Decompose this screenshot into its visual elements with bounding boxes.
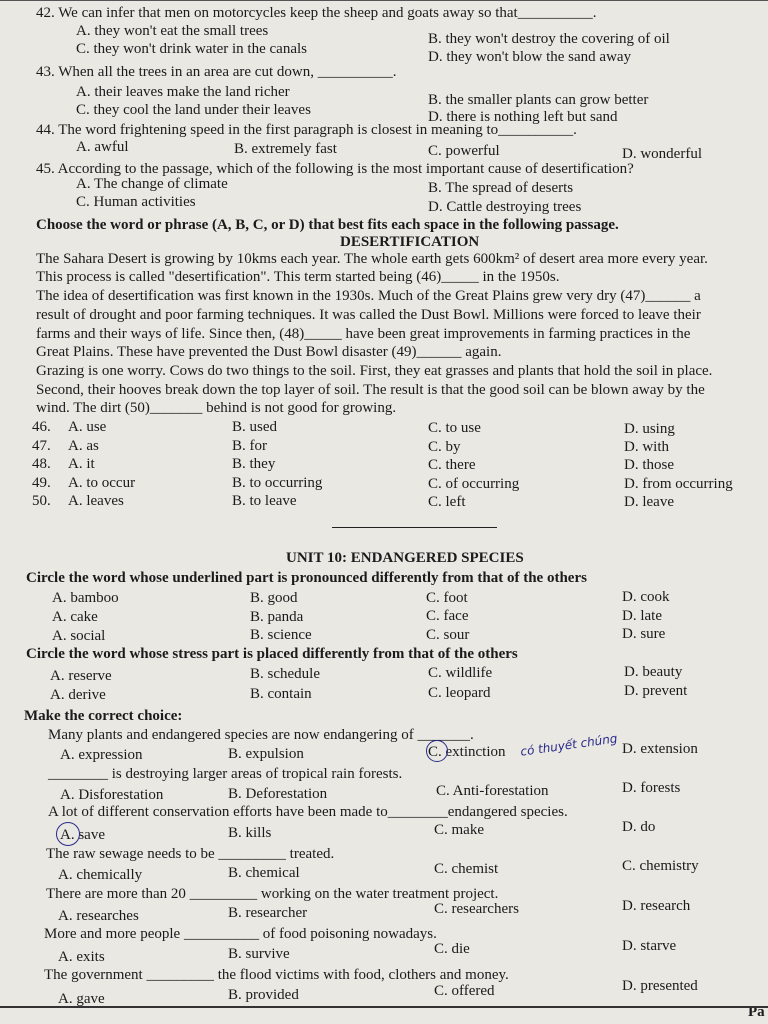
text-line: B. they won't destroy the covering of oil	[428, 31, 670, 47]
text-line: wind. The dirt (50)_______ behind is not good for growing.	[36, 400, 397, 416]
text-line: Great Plains. These have prevented the Dust Bowl disaster (49)______ again.	[36, 344, 502, 360]
text-line: D. there is nothing left but sand	[428, 109, 618, 125]
text-line: D. presented	[622, 978, 698, 994]
text-line: D. forests	[622, 780, 681, 796]
text-line: B. panda	[250, 609, 304, 625]
text-line: D. starve	[622, 938, 677, 954]
text-line: B. used	[232, 419, 277, 435]
text-line: C. face	[426, 608, 469, 624]
text-line: A. cake	[52, 609, 98, 625]
text-line: C. of occurring	[428, 476, 520, 492]
text-line: D. with	[624, 439, 669, 455]
text-line: A. awful	[76, 139, 129, 155]
text-line: D. prevent	[624, 683, 688, 699]
text-line: B. science	[250, 627, 312, 643]
text-line: 46.	[32, 419, 51, 435]
text-line: D. research	[622, 898, 691, 914]
text-line: 50.	[32, 493, 51, 509]
text-line: D. sure	[622, 626, 666, 642]
text-line: B. kills	[228, 825, 272, 841]
text-line: D. Cattle destroying trees	[428, 199, 582, 215]
text-line: B. The spread of deserts	[428, 180, 574, 196]
text-line: A. leaves	[68, 493, 124, 509]
text-line: B. survive	[228, 946, 290, 962]
text-line: B. chemical	[228, 865, 300, 881]
text-line: C. researchers	[434, 901, 519, 917]
text-line: A. to occur	[68, 475, 136, 491]
text-line: C. chemist	[434, 861, 499, 877]
text-line: 48.	[32, 456, 51, 472]
text-line: A. use	[68, 419, 107, 435]
text-line: C. to use	[428, 420, 481, 436]
text-line: A. expression	[60, 747, 143, 763]
text-line: result of drought and poor farming techniques. It was called the Dust Bowl. Millions were forced to leave their	[36, 307, 701, 323]
text-line: A lot of different conservation efforts have been made to________endangered species.	[48, 804, 568, 820]
text-line: Choose the word or phrase (A, B, C, or D) that best fits each space in the following passage.	[36, 217, 619, 233]
text-line: farms and their ways of life. Since then, (48)_____ have been great improvements in farming practices in the	[36, 326, 691, 342]
text-line: C. powerful	[428, 143, 500, 159]
answer-circle-a	[56, 822, 80, 846]
text-line: A. reserve	[50, 668, 112, 684]
text-line: D. beauty	[624, 664, 683, 680]
text-line: B. to occurring	[232, 475, 323, 491]
top-rule	[0, 0, 768, 1]
text-line: B. contain	[250, 686, 312, 702]
text-line: Many plants and endangered species are now endangering of _______.	[48, 727, 474, 743]
text-line: D. late	[622, 608, 662, 624]
bottom-rule	[0, 1006, 768, 1008]
text-line: B. for	[232, 438, 267, 454]
text-line: UNIT 10: ENDANGERED SPECIES	[286, 550, 524, 566]
text-line: B. good	[250, 590, 298, 606]
text-line: There are more than 20 _________ working on the water treatment project.	[46, 886, 499, 902]
text-line: 49.	[32, 475, 51, 491]
text-line: A. it	[68, 456, 95, 472]
text-line: C. offered	[434, 983, 495, 999]
text-line: D. from occurring	[624, 476, 733, 492]
text-line: C. they cool the land under their leaves	[76, 102, 311, 118]
text-line: D. they won't blow the sand away	[428, 49, 632, 65]
text-line: The idea of desertification was first known in the 1930s. Much of the Great Plains grew very dry (47)______ a	[36, 288, 701, 304]
text-line: Make the correct choice:	[24, 708, 183, 724]
text-line: C. wildlife	[428, 665, 493, 681]
text-line: B. provided	[228, 987, 299, 1003]
text-line: D. using	[624, 421, 675, 437]
text-line: C. Human activities	[76, 194, 196, 210]
text-line: D. extension	[622, 741, 698, 757]
text-line: ________ is destroying larger areas of tropical rain forests.	[48, 766, 403, 782]
text-line: C. by	[428, 439, 461, 455]
text-line: A. derive	[50, 687, 106, 703]
text-line: 42. We can infer that men on motorcycles keep the sheep and goats away so that__________.	[36, 5, 597, 21]
text-line: DESERTIFICATION	[340, 234, 480, 250]
text-line: The government _________ the flood victims with food, clothers and money.	[44, 967, 509, 983]
text-line: 47.	[32, 438, 51, 454]
text-line: B. the smaller plants can grow better	[428, 92, 649, 108]
text-line: C. make	[434, 822, 484, 838]
text-line: B. Deforestation	[228, 786, 328, 802]
text-line: C. left	[428, 494, 466, 510]
text-line: The Sahara Desert is growing by 10kms each year. The whole earth gets 600km² of desert area more every year.	[36, 251, 708, 267]
text-line: D. cook	[622, 589, 670, 605]
text-line: A. researches	[58, 908, 139, 924]
text-line: C. die	[434, 941, 470, 957]
text-line: D. wonderful	[622, 146, 702, 162]
text-line: C. Anti-forestation	[436, 783, 549, 799]
text-line: A. save	[60, 827, 105, 843]
text-line: Pa	[748, 1004, 765, 1020]
text-line: D. those	[624, 457, 674, 473]
text-line: Second, their hooves break down the top layer of soil. The result is that the good soil can be blown away by the	[36, 382, 705, 398]
text-line: More and more people __________ of food poisoning nowadays.	[44, 926, 437, 942]
text-line: A. gave	[58, 991, 105, 1007]
text-line: Grazing is one worry. Cows do two things to the soil. First, they eat grasses and plants that hold the soil in place.	[36, 363, 713, 379]
text-line: B. they	[232, 456, 276, 472]
text-line: C. foot	[426, 590, 468, 606]
text-line: C. there	[428, 457, 476, 473]
text-line: A. as	[68, 438, 99, 454]
text-line: C. extinction	[428, 744, 506, 760]
text-line: B. to leave	[232, 493, 297, 509]
text-line: B. researcher	[228, 905, 308, 921]
text-line: 43. When all the trees in an area are cut down, __________.	[36, 64, 397, 80]
text-line: This process is called "desertification". This term started being (46)_____ in the 1950s.	[36, 269, 560, 285]
text-line: A. The change of climate	[76, 176, 228, 192]
text-line: 45. According to the passage, which of the following is the most important cause of desertification?	[36, 161, 634, 177]
handwritten-note: có thuyết chúng	[519, 731, 619, 759]
section-divider	[332, 527, 497, 528]
text-line: A. Disforestation	[60, 787, 164, 803]
text-line: A. chemically	[58, 867, 143, 883]
text-line: C. sour	[426, 627, 470, 643]
text-line: A. social	[52, 628, 106, 644]
answer-circle-c	[426, 740, 448, 762]
text-line: Circle the word whose underlined part is pronounced differently from that of the others	[26, 570, 587, 586]
text-line: A. their leaves make the land richer	[76, 84, 290, 100]
text-line: B. extremely fast	[234, 141, 337, 157]
text-line: C. leopard	[428, 685, 491, 701]
text-line: 44. The word frightening speed in the first paragraph is closest in meaning to__________.	[36, 122, 577, 138]
text-line: A. they won't eat the small trees	[76, 23, 269, 39]
text-line: The raw sewage needs to be _________ treated.	[46, 846, 335, 862]
text-line: C. chemistry	[622, 858, 699, 874]
text-line: A. bamboo	[52, 590, 119, 606]
text-line: Circle the word whose stress part is placed differently from that of the others	[26, 646, 518, 662]
text-line: A. exits	[58, 949, 105, 965]
text-line: B. schedule	[250, 666, 320, 682]
text-line: C. they won't drink water in the canals	[76, 41, 307, 57]
text-line: D. leave	[624, 494, 674, 510]
text-line: D. do	[622, 819, 656, 835]
text-line: B. expulsion	[228, 746, 304, 762]
